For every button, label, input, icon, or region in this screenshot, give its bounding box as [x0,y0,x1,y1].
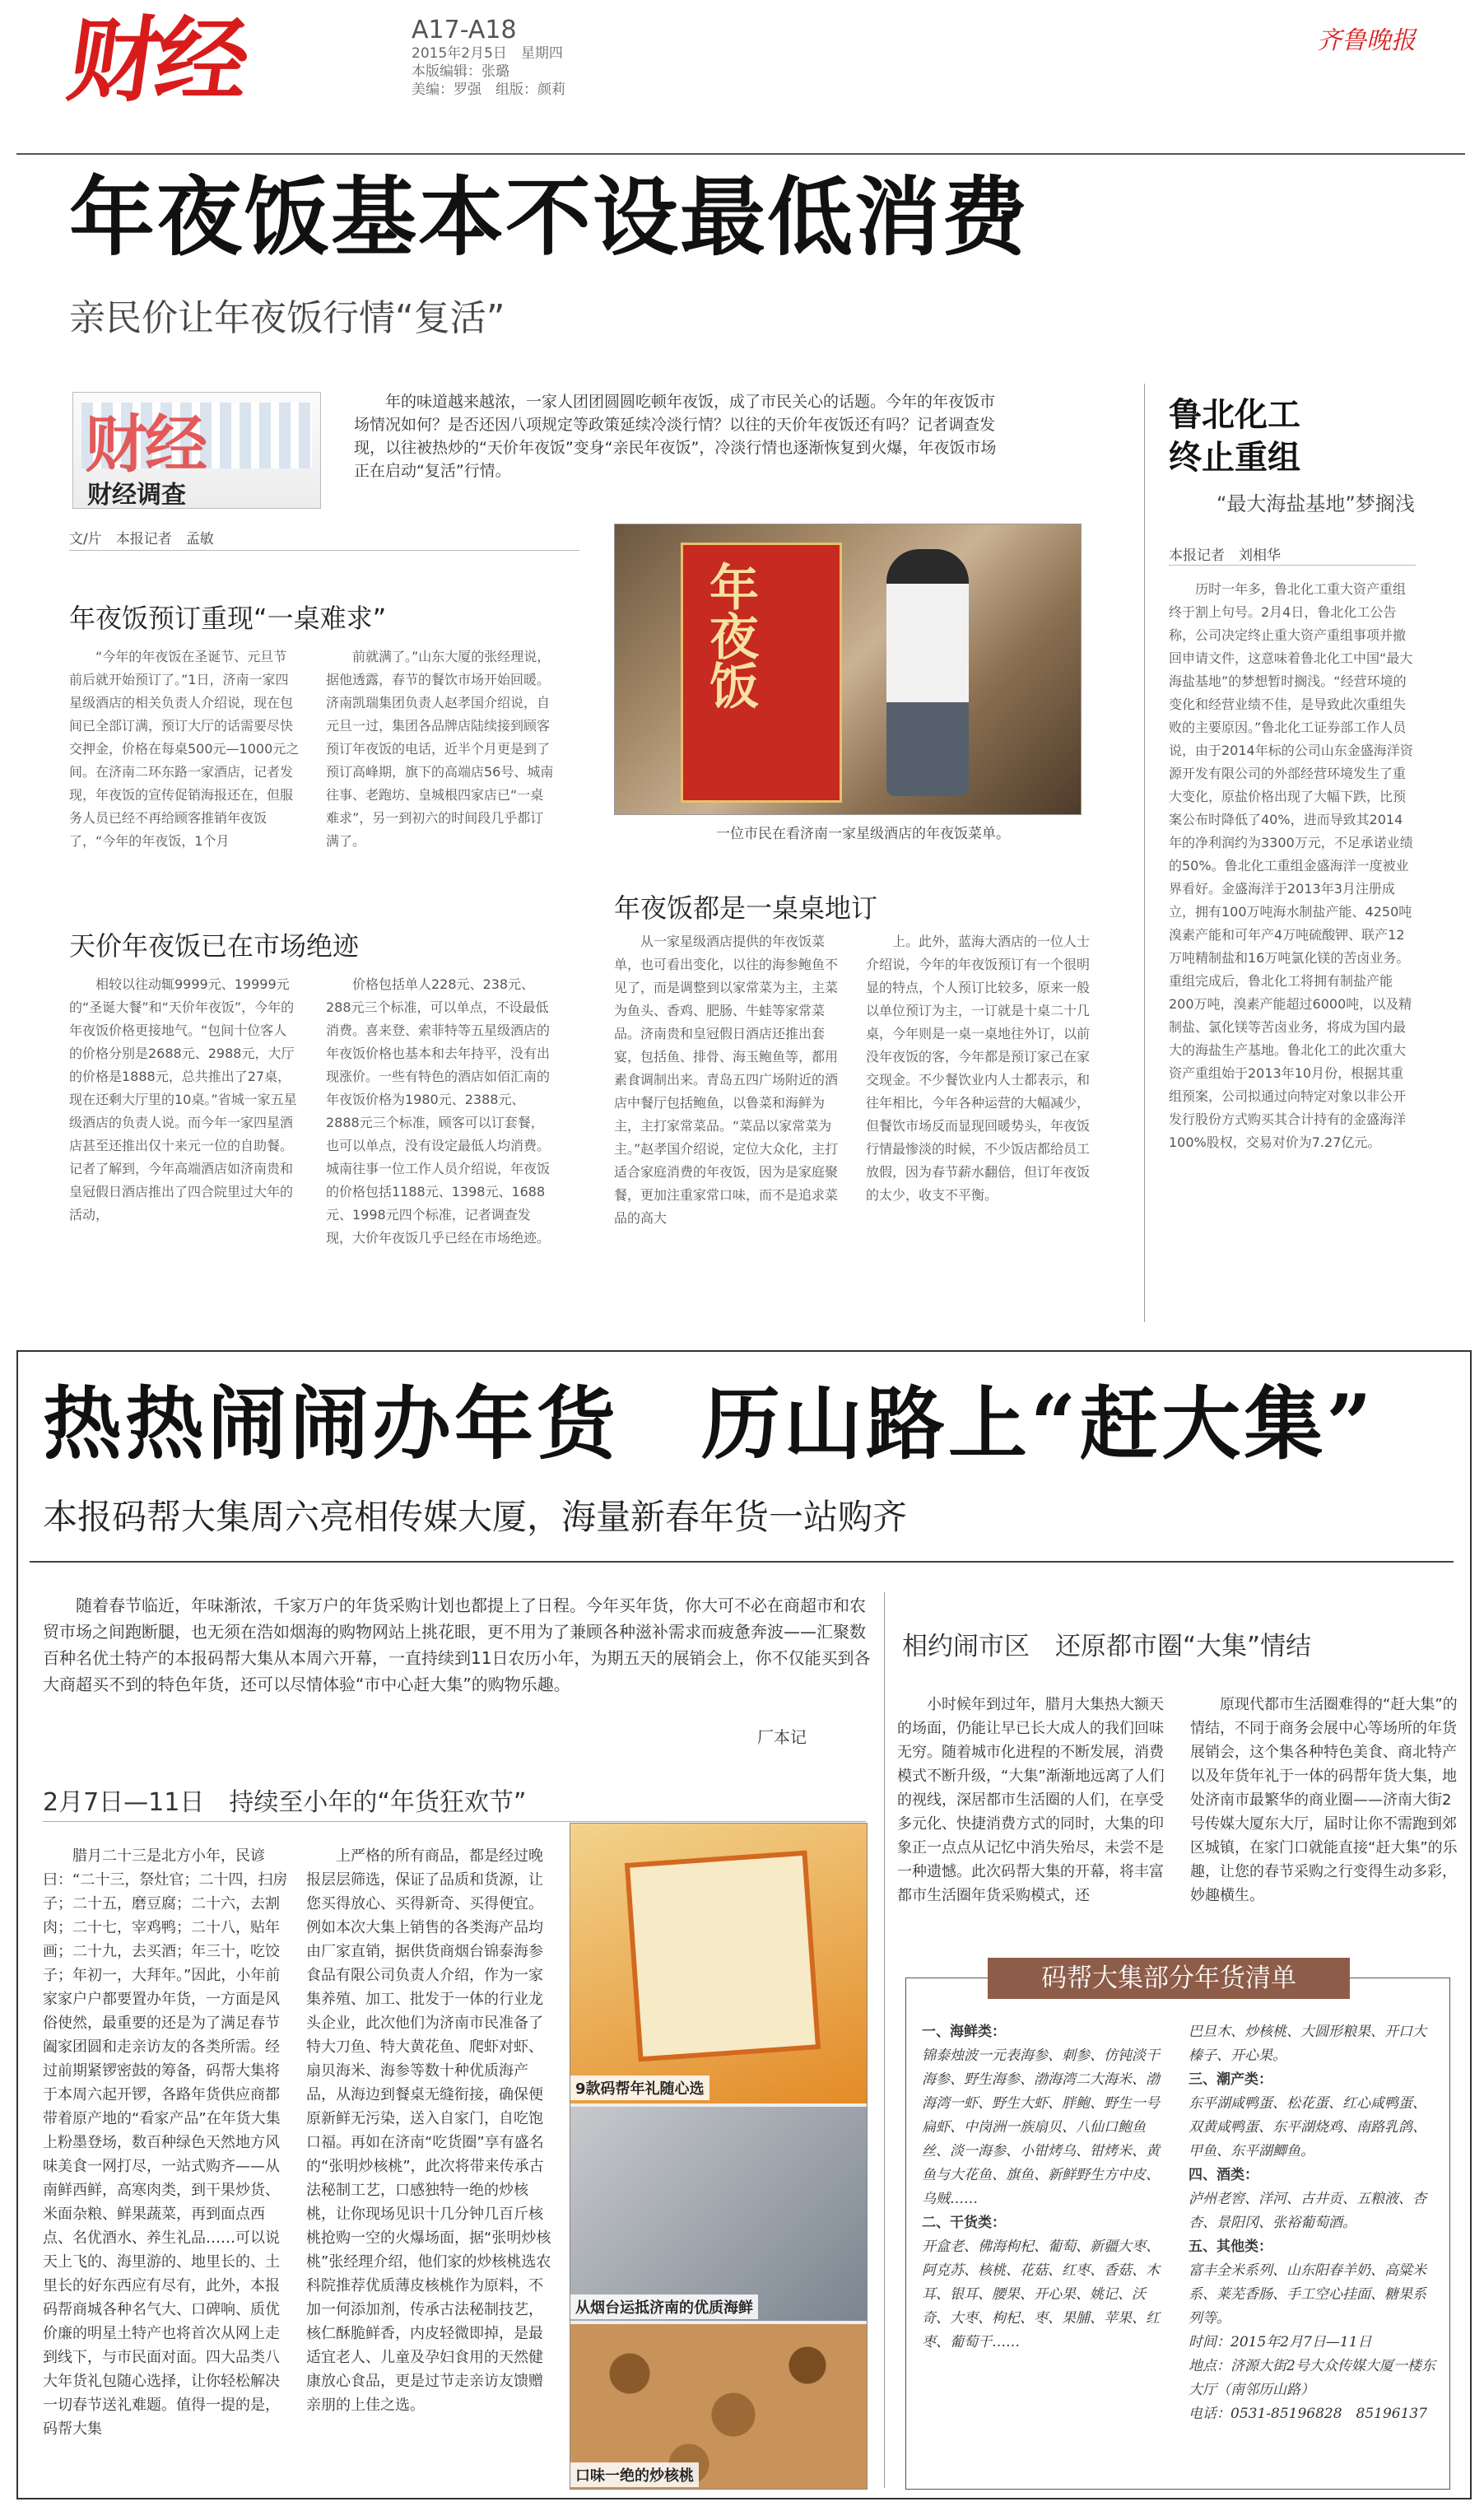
feature-right-column-1: 小时候年到过年，腊月大集热大额天的场面，仍能让早已长大成人的我们回味无穷。随着城市化进程的不断发展，消费模式不断升级，“大集”渐渐地远离了人们的视线，深居都市生活圈的人们，在享受多元化、快捷消费方式的同时，大集的印象正一点点从记忆中消失殆尽，未尝不是一种遗憾。此次码帮大集的开幕，将丰富都市生活圈年货采购模式，还 [897,1696,1165,1904]
newspaper-logo: 齐鲁晚报 [1317,26,1416,55]
gift-box [625,1851,821,2062]
event-time: 时间：2015年2月7日—11日 [1189,2334,1372,2350]
feature-section-divider [43,1821,866,1822]
feature-section-heading: 2月7日—11日 持续至小年的“年货狂欢节” [43,1788,527,1817]
page-range: A17-A18 [412,16,517,44]
list-items-poultry: 东平湖咸鸭蛋、松花蛋、红心咸鸭蛋、双黄咸鸭蛋、东平湖烧鸡、南路乳鸽、甲鱼、东平湖鲫鱼。 [1189,2095,1426,2159]
list-items-nuts: 巴旦木、炒核桃、大圆形粮果、开口大榛子、开心果。 [1189,2024,1426,2064]
seafood-caption: 从烟台运抵济南的优质海鲜 [570,2294,758,2319]
seafood-photo [570,2107,867,2321]
section-heading-2: 天价年夜饭已在市场绝迹 [69,930,360,962]
sidebar-byline: 本报记者 刘相华 [1169,547,1281,564]
list-category-other: 五、其他类： [1189,2238,1272,2255]
gift-box-caption: 9款码帮年礼随心选 [570,2075,709,2100]
design-credit: 美编：罗强 组版：颜莉 [412,82,565,98]
header-divider [16,153,1465,155]
section2-column-1: 相较以往动辄9999元、19999元的“圣诞大餐”和“天价年夜饭”，今年的年夜饭价格更接地气。“包间十位客人的价格分别是2688元、2988元，大厅的价格是1888元，总共推出了27桌，现在还剩大厅里的10桌。”省城一家五星级酒店的负责人说。而今年一家四星酒店甚至还推出仅十来元一位的自助餐。记者了解到，今年高端酒店如济南贵和皇冠假日酒店推出了四合院里过大年的活动， [69,976,297,1223]
product-photo-collage [570,1823,868,2490]
list-items-dried: 开盒老、佛海枸杞、葡萄、新疆大枣、阿克苏、核桃、花菇、红枣、香菇、木耳、银耳、腰果、开心果、姚记、沃奇、大枣、枸杞、枣、果脯、苹果、红枣、葡萄干…… [922,2238,1160,2350]
feature-divider [30,1561,1454,1563]
list-items-seafood: 锦泰烛波一元表海参、刺参、仿钝淡干海参、野生海参、渤海湾二大海米、渤海湾一虾、野生大虾、胖鲍、野生一号扁虾、中岗洲一族扇贝、八仙口鲍鱼丝、淡一海参、小钳烤乌、钳烤米、黄鱼与大花鱼、旗鱼、新鲜野生方中皮、乌贼…… [922,2047,1160,2207]
section-masthead: 财经 [61,7,252,114]
feature-right-column-2: 原现代都市生活圈难得的“赶大集”的情结，不同于商务会展中心等场所的年货展销会，这个集各种特色美食、商北特产以及年货年礼于一体的码帮年货大集，地处济南市最繁华的商业圈——济南大街2号传媒大厦东大厅，届时让你不需跑到郊区城镇，在家门口就能直接“赶大集”的乐趣，让您的春节采购之行变得生动多彩，妙趣横生。 [1190,1696,1458,1904]
feature-column-divider [884,1592,885,2488]
photo-caption: 一位市民在看济南一家星级酒店的年夜饭菜单。 [716,826,1010,842]
shopping-list-title: 码帮大集部分年货清单 [988,1958,1350,1999]
sidebar-headline-line-2: 终止重组 [1169,439,1300,477]
sidebar-headline [1169,394,1300,479]
feature-headline: 热热闹闹办年货 历山路上“赶大集” [43,1377,1375,1470]
feature-column-2: 上严格的所有商品，都是经过晚报层层筛选，保证了品质和货源，让您买得放心、买得新奇、买得便宜。例如本次大集上销售的各类海产品均由厂家直销，据供货商烟台锦泰海参食品有限公司负责人介绍，作为一家集养殖、加工、批发于一体的行业龙头企业，此次他们为济南市民准备了特大刀鱼、特大黄花鱼、爬虾对虾、扇贝海米、海参等数十种优质海产品，从海边到餐桌无缝衔接，确保便原新鲜无污染，送入自家门，自吃饱口福。再如在济南“吃货圈”享有盛名的“张明炒核桃”，此次将带来传承古法秘制工艺，口感独特一绝的炒核桃，让你现场见识十几分钟几百斤核桃抢购一空的火爆场面，据“张明炒核桃”张经理介绍，他们家的炒核桃选农科院推荐优质薄皮核桃作为原料，不加一何添加剂，传承古法秘制技艺，核仁酥脆鲜香，内皮轻微即掉，是最适宜老人、儿童及孕妇食用的天然健康放心食品，更是过节走亲访友馈赠亲朋的上佳之选。 [306,1847,551,2414]
page-meta [412,16,565,99]
main-subheadline: 亲民价让年夜饭行情“复活” [69,297,505,339]
issue-date: 2015年2月5日 星期四 [412,45,563,62]
shopping-list-column-2 [1189,2020,1435,2426]
article-lead: 年的味道越来越浓，一家人团团圆圆吃顿年夜饭，成了市民关心的话题。今年的年夜饭市场情况如何？是否还因八项规定等政策延续冷淡行情？以往的天价年夜饭还有吗？记者调查发现，以往被热炒的“天价年夜饭”变身“亲民年夜饭”，冷淡行情也逐渐恢复到火爆，年夜饭市场正在启动“复活”行情。 [354,393,997,480]
shopping-list-column-1 [922,2020,1169,2355]
editor-credit: 本版编辑：张璐 [412,63,509,80]
sidebar-subheadline: “最大海盐基地”梦搁浅 [1217,492,1415,515]
feature-right-heading: 相约闹市区 还原都市圈“大集”情结 [902,1632,1312,1661]
byline-divider [69,550,579,551]
main-headline: 年夜饭基本不设最低消费 [69,166,1030,268]
section2-column-2: 价格包括单人228元、238元、288元三个标准，可以单点，不设最低消费。喜来登、索菲特等五星级酒店的年夜饭价格也基本和去年持平，没有出现涨价。一些有特色的酒店如佰汇南的年夜饭价格为1980元、2388元、2888元三个标准，顾客可以订套餐，也可以单点，没有设定最低人均消费。城南往事一位工作人员介绍说，年夜饭的价格包括1188元、1398元、1688元、1998元四个标准，记者调查发现，大价年夜饭几乎已经在市场绝迹。 [326,976,551,1246]
event-phone: 电话：0531-85196828 85196137 [1189,2406,1428,2422]
walnut-caption: 口味一绝的炒核桃 [570,2462,699,2487]
gift-box-photo [570,1824,867,2103]
list-items-liquor: 泸州老窖、洋河、古井贡、五粮液、杏杏、景阳冈、张裕葡萄酒。 [1189,2191,1426,2231]
list-category-dried: 二、干货类： [922,2215,1006,2231]
sidebar-divider [1144,384,1145,1322]
restaurant-menu-photo [614,524,1082,815]
list-category-liquor: 四、酒类： [1189,2167,1258,2183]
article-byline: 文/片 本报记者 孟敏 [69,531,214,547]
feature-byline: 厂本记 [757,1727,807,1747]
section1-column-1: “今年的年夜饭在圣诞节、元旦节前后就开始预订了。”1日，济南一家四星级酒店的相关负责人介绍说，现在包间已全部订满，预订大厅的话需要尽快交押金，价格在每桌500元—1000元之间。在济南二环东路一家酒店，记者发现，年夜饭的宣传促销海报还在，但服务人员已经不再给顾客推销年夜饭了，“今年的年夜饭，1个月 [69,649,300,849]
sidebar-headline-line-1: 鲁北化工 [1169,396,1300,434]
feature-subheadline: 本报码帮大集周六亮相传媒大厦，海量新春年货一站购齐 [43,1497,908,1537]
section-heading-1: 年夜饭预订重现“一桌难求” [69,603,387,634]
list-category-poultry: 三、潮产类： [1189,2071,1272,2088]
column-tag-label: 财经调查 [87,481,186,510]
section3-column-2: 上。此外，蓝海大酒店的一位人士介绍说，今年的年夜饭预订有一个很明显的特点，个人预订比较多，原来一般以单位预订为主，一订就是十桌二十几桌，今年则是一桌一桌地往外订，以前没年夜饭的客，今年都是预订家己在家交现金。不少餐饮业内人士都表示，和往年相比，今年各种运营的大幅减少，但餐饮市场反而显现回暖势头，年夜饭行情最惨淡的时候，不少饭店都给员工放假，因为春节薪水翻倍，但订年夜饭的太少，收支不平衡。 [866,934,1091,1203]
list-items-other: 富丰全米系列、山东阳春羊奶、高粱米系、莱芜香肠、手工空心挂面、糖果系列等。 [1189,2262,1426,2327]
section1-column-2: 前就满了。”山东大厦的张经理说，据他透露，春节的餐饮市场开始回暖。济南凯瑞集团负责人赵孝国介绍说，自元旦一过，集团各品牌店陆续接到顾客预订年夜饭的电话，近半个月更是到了预订高峰期，旗下的高端店56号、城南往事、老跑坊、皇城根四家店已“一桌难求”，另一到初六的时间段几乎都订满了。 [326,649,554,849]
feature-lead: 随着春节临近，年味渐浓，千家万户的年货采购计划也都提上了日程。今年买年货，你大可不必在商超市和农贸市场之间跑断腿，也无须在浩如烟海的购物网站上挑花眼，更不用为了兼顾各种滋补需求而疲惫奔波——汇聚数百种名优土特产的本报码帮大集从本周六开幕，一直持续到11日农历小年，为期五天的展销会上，你不仅能买到各大商超买不到的特色年货，还可以尽情体验“市中心赶大集”的购物乐趣。 [43,1596,871,1694]
tag-graphic-text: 财经 [85,408,205,481]
feature-column-1: 腊月二十三是北方小年，民谚曰：“二十三，祭灶官；二十四，扫房子；二十五，磨豆腐；二十六，去割肉；二十七，宰鸡鸭；二十八，贴年画；二十九，去买酒；年三十，吃饺子；年初一，大拜年。”因此，小年前家家户户都要置办年货，一方面是风俗使然，最重要的还是为了满足春节阖家团圆和走亲访友的各类所需。经过前期紧锣密鼓的筹备，码帮大集将于本周六起开锣，各路年货供应商都带着原产地的“看家产品”在年货大集上粉墨登场，数百种绿色天然地方风味美食一网打尽，一站式购齐——从南鲜西鲜，高寒肉类，到干果炒货、米面杂粮、鲜果蔬菜，再到面点西点、名优酒水、养生礼品……可以说天上飞的、海里游的、地里长的、土里长的好东西应有尽有，此外，本报码帮商城各种名气大、口碑响、质优价廉的明星土特产也将首次从网上走到线下，与市民面对面。四大品类八大年货礼包随心选择，让你轻松解决一切春节送礼难题。值得一提的是，码帮大集 [43,1847,288,2438]
menu-banner-text: 年夜饭 [701,561,759,710]
event-location: 地点：济源大街2号大众传媒大厦一楼东大厅（南邻历山路） [1189,2358,1435,2398]
sidebar-article-text: 历时一年多，鲁北化工重大资产重组终于割上句号。2月4日，鲁北化工公告称，公司决定终止重大资产重组事项并撤回申请文件，这意味着鲁北化工中国“最大海盐基地”的梦想暂时搁浅。“经营环境的变化和经营业绩不佳，是导致此次重组失败的主要原因。”鲁北化工证券部工作人员说，由于2014年标的公司山东金盛海洋资源开发有限公司的外部经营环境发生了重大变化，原盐价格出现了大幅下跌，比预案公布时降低了40%，进而导致其2014年的净利润约为3300万元，不足承诺业绩的50%。鲁北化工重组金盛海洋一度被业界看好。金盛海洋于2013年3月注册成立，拥有100万吨海水制盐产能、4250吨溴素产能和可年产4万吨硫酸钾、联产12万吨精制盐和16万吨氯化镁的苦卤业务。重组完成后，鲁北化工将拥有制盐产能200万吨，溴素产能超过6000吨，以及精制盐、氯化镁等苦卤业务，将成为国内最大的海盐生产基地。鲁北化工的此次重大资产重组始于2013年10月份，根据其重组预案，公司拟通过向特定对象以非公开发行股份方式购买其合计持有的金盛海洋100%股权，交易对价为7.27亿元。 [1169,581,1413,1150]
list-category-seafood: 一、海鲜类： [922,2024,1006,2040]
menu-banner [681,543,842,803]
section-heading-3: 年夜饭都是一桌桌地订 [614,892,878,924]
section3-column-1: 从一家星级酒店提供的年夜饭菜单，也可看出变化，以往的海参鲍鱼不见了，而是调整到以家常菜为主，主菜为鱼头、香鸡、肥肠、牛蛙等家常菜品。济南贵和皇冠假日酒店还推出套宴，包括鱼、排骨、海玉鲍鱼等，都用素食调制出来。青岛五四广场附近的酒店中餐厅包括鲍鱼，以鲁菜和海鲜为主，主打家常菜品。“菜品以家常菜为主。”赵孝国介绍说，定位大众化，主打适合家庭消费的年夜饭，因为是家庭聚餐，更加注重家常口味，而不是追求菜品的高大 [614,934,839,1226]
photo-person [886,549,969,796]
sidebar-byline-divider [1169,565,1416,566]
